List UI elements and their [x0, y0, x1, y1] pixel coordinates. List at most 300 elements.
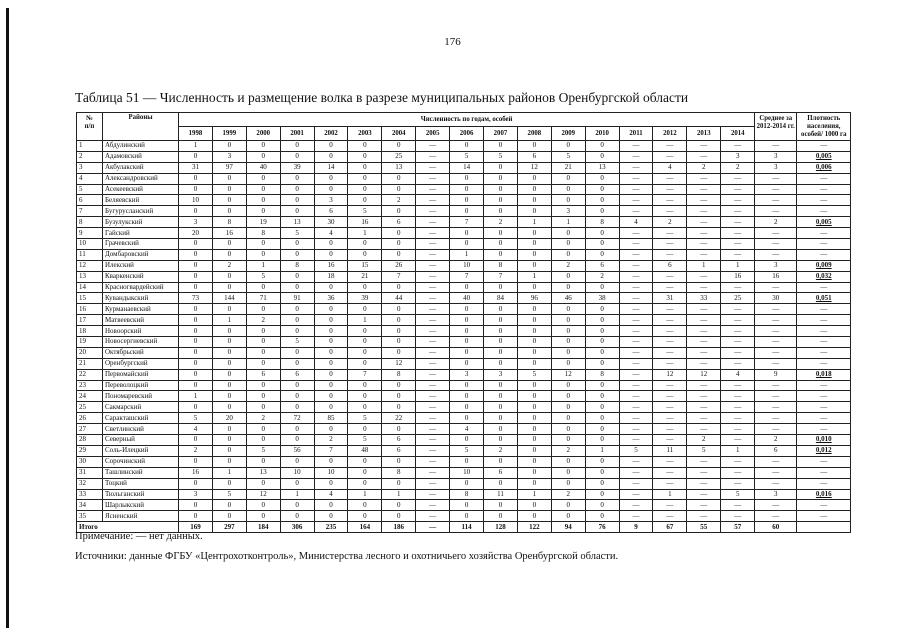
year-value: 0 — [484, 391, 518, 402]
year-value: — — [619, 478, 653, 489]
year-value: 5 — [348, 435, 382, 446]
year-value: 0 — [484, 282, 518, 293]
year-value: 0 — [450, 478, 484, 489]
year-value: 5 — [517, 369, 551, 380]
year-value: 3 — [314, 195, 348, 206]
year-value: 0 — [551, 304, 585, 315]
year-value: — — [653, 347, 687, 358]
year-value: 0 — [450, 282, 484, 293]
year-value: 5 — [246, 271, 280, 282]
year-value: 0 — [246, 511, 280, 522]
year-value: 0 — [484, 478, 518, 489]
year-value: 0 — [450, 500, 484, 511]
year-value: — — [416, 326, 450, 337]
year-value: 0 — [585, 489, 619, 500]
district-name: Александровский — [103, 173, 179, 184]
year-value: 0 — [246, 249, 280, 260]
year-value: 0 — [517, 424, 551, 435]
year-value: 0 — [348, 402, 382, 413]
district-name: Светлинский — [103, 424, 179, 435]
year-value: 1 — [280, 489, 314, 500]
year-value: 31 — [653, 293, 687, 304]
density-value: 0,018 — [797, 369, 851, 380]
year-value: 0 — [212, 184, 246, 195]
year-value: 0 — [212, 456, 246, 467]
year-value: — — [619, 358, 653, 369]
year-value: 0 — [484, 358, 518, 369]
density-value: — — [797, 424, 851, 435]
year-value: 0 — [280, 141, 314, 152]
density-value: — — [797, 249, 851, 260]
row-number: 13 — [77, 271, 103, 282]
year-value: 0 — [280, 380, 314, 391]
year-value: 0 — [212, 358, 246, 369]
total-year-value: 164 — [348, 522, 382, 533]
year-value: 0 — [585, 500, 619, 511]
row-number: 29 — [77, 445, 103, 456]
average-value: 30 — [755, 293, 797, 304]
year-value: 0 — [348, 239, 382, 250]
year-value: — — [653, 326, 687, 337]
header-year: 2005 — [416, 127, 450, 141]
year-value: 0 — [314, 304, 348, 315]
year-value: — — [619, 326, 653, 337]
year-value: — — [619, 369, 653, 380]
year-value: 0 — [382, 228, 416, 239]
year-value: 0 — [212, 249, 246, 260]
district-name: Беляевский — [103, 195, 179, 206]
year-value: — — [687, 228, 721, 239]
year-value: 1 — [382, 489, 416, 500]
year-value: 0 — [382, 424, 416, 435]
year-value: 0 — [450, 228, 484, 239]
total-year-value: 94 — [551, 522, 585, 533]
year-value: — — [653, 413, 687, 424]
year-value: 0 — [246, 358, 280, 369]
year-value: 0 — [280, 347, 314, 358]
year-value: 0 — [551, 402, 585, 413]
year-value: 0 — [348, 467, 382, 478]
year-value: 0 — [382, 282, 416, 293]
year-value: 44 — [382, 293, 416, 304]
year-value: 96 — [517, 293, 551, 304]
row-number: 19 — [77, 337, 103, 348]
year-value: 1 — [246, 260, 280, 271]
year-value: — — [721, 173, 755, 184]
year-value: 0 — [551, 337, 585, 348]
year-value: 8 — [212, 217, 246, 228]
year-value: 0 — [382, 315, 416, 326]
year-value: 2 — [246, 315, 280, 326]
year-value: — — [687, 141, 721, 152]
year-value: 0 — [179, 435, 213, 446]
table-row — [77, 206, 851, 217]
year-value: 0 — [382, 249, 416, 260]
year-value: 25 — [382, 151, 416, 162]
row-number: 32 — [77, 478, 103, 489]
year-value: — — [416, 249, 450, 260]
year-value: 0 — [314, 326, 348, 337]
average-value: 2 — [755, 217, 797, 228]
year-value: 0 — [246, 151, 280, 162]
year-value: 0 — [551, 282, 585, 293]
average-value: — — [755, 402, 797, 413]
year-value: 2 — [484, 445, 518, 456]
year-value: 0 — [179, 369, 213, 380]
district-name: Первомайский — [103, 369, 179, 380]
district-name: Новосергиевский — [103, 337, 179, 348]
year-value: 0 — [314, 173, 348, 184]
year-value: 0 — [382, 500, 416, 511]
row-number: 34 — [77, 500, 103, 511]
year-value: — — [653, 500, 687, 511]
year-value: — — [416, 369, 450, 380]
year-value: 0 — [280, 304, 314, 315]
year-value: 1 — [585, 445, 619, 456]
year-value: 0 — [585, 173, 619, 184]
year-value: 0 — [280, 424, 314, 435]
year-value: 0 — [450, 141, 484, 152]
year-value: 18 — [314, 271, 348, 282]
density-value: — — [797, 456, 851, 467]
year-value: 7 — [348, 369, 382, 380]
density-value: — — [797, 402, 851, 413]
year-value: 31 — [179, 162, 213, 173]
year-value: — — [687, 151, 721, 162]
header-year: 2001 — [280, 127, 314, 141]
year-value: — — [721, 249, 755, 260]
year-value: 0 — [246, 173, 280, 184]
district-name: Илекский — [103, 260, 179, 271]
year-value: — — [619, 184, 653, 195]
year-value: — — [416, 413, 450, 424]
row-number: 35 — [77, 511, 103, 522]
year-value: 0 — [450, 402, 484, 413]
average-value: — — [755, 478, 797, 489]
year-value: 0 — [348, 326, 382, 337]
density-value: 0,051 — [797, 293, 851, 304]
table-row — [77, 467, 851, 478]
year-value: 0 — [314, 456, 348, 467]
year-value: 3 — [551, 206, 585, 217]
year-value: 0 — [382, 326, 416, 337]
year-value: 0 — [585, 195, 619, 206]
year-value: 0 — [212, 239, 246, 250]
year-value: 0 — [348, 391, 382, 402]
year-value: 4 — [653, 162, 687, 173]
density-value: — — [797, 511, 851, 522]
year-value: 0 — [179, 151, 213, 162]
table-row — [77, 260, 851, 271]
year-value: — — [653, 228, 687, 239]
year-value: 0 — [179, 249, 213, 260]
year-value: 0 — [280, 435, 314, 446]
density-value: — — [797, 282, 851, 293]
year-value: 6 — [585, 260, 619, 271]
year-value: — — [416, 195, 450, 206]
year-value: 0 — [212, 304, 246, 315]
year-value: 6 — [382, 445, 416, 456]
year-value: — — [619, 467, 653, 478]
year-value: 0 — [517, 413, 551, 424]
year-value: 0 — [212, 424, 246, 435]
year-value: — — [721, 347, 755, 358]
year-value: 0 — [348, 184, 382, 195]
year-value: 0 — [280, 195, 314, 206]
district-name: Кувандыкский — [103, 293, 179, 304]
density-value: — — [797, 347, 851, 358]
table-title: Таблица 51 — Численность и размещение волка в разрезе муниципальных районов Оренбургской области — [75, 90, 689, 105]
year-value: 0 — [585, 315, 619, 326]
year-value: — — [619, 271, 653, 282]
year-value: 0 — [484, 326, 518, 337]
year-value: 0 — [517, 467, 551, 478]
year-value: 0 — [246, 282, 280, 293]
year-value: 0 — [517, 141, 551, 152]
table-row — [77, 402, 851, 413]
year-value: 8 — [382, 467, 416, 478]
year-value: 8 — [585, 217, 619, 228]
district-name: Кваркенский — [103, 271, 179, 282]
average-value: 9 — [755, 369, 797, 380]
header-year: 2014 — [721, 127, 755, 141]
district-name: Грачевский — [103, 239, 179, 250]
year-value: 0 — [280, 478, 314, 489]
year-value: 6 — [314, 206, 348, 217]
year-value: 0 — [382, 141, 416, 152]
year-value: — — [416, 511, 450, 522]
year-value: 20 — [179, 228, 213, 239]
year-value: 0 — [551, 141, 585, 152]
year-value: 0 — [450, 326, 484, 337]
year-value: 1 — [517, 489, 551, 500]
year-value: 21 — [348, 271, 382, 282]
year-value: 13 — [246, 467, 280, 478]
year-value: 0 — [551, 239, 585, 250]
table-row — [77, 435, 851, 446]
total-year-value: 169 — [179, 522, 213, 533]
year-value: — — [721, 326, 755, 337]
average-value: — — [755, 467, 797, 478]
total-year-value: 67 — [653, 522, 687, 533]
year-value: — — [619, 337, 653, 348]
year-value: — — [721, 478, 755, 489]
total-year-value: 122 — [517, 522, 551, 533]
year-value: — — [653, 195, 687, 206]
year-value: — — [721, 141, 755, 152]
year-value: 16 — [348, 217, 382, 228]
year-value: 0 — [212, 173, 246, 184]
year-value: 0 — [179, 184, 213, 195]
year-value: 0 — [585, 304, 619, 315]
year-value: 5 — [619, 445, 653, 456]
year-value: — — [687, 413, 721, 424]
year-value: 5 — [246, 445, 280, 456]
year-value: 0 — [517, 326, 551, 337]
year-value: 0 — [246, 456, 280, 467]
average-value: — — [755, 173, 797, 184]
district-name: Красногвардейский — [103, 282, 179, 293]
year-value: — — [416, 162, 450, 173]
year-value: 0 — [382, 184, 416, 195]
row-number: 31 — [77, 467, 103, 478]
year-value: 1 — [212, 315, 246, 326]
year-value: 12 — [687, 369, 721, 380]
year-value: 0 — [450, 391, 484, 402]
year-value: 0 — [517, 435, 551, 446]
row-number: 20 — [77, 347, 103, 358]
year-value: — — [416, 337, 450, 348]
row-number: 22 — [77, 369, 103, 380]
year-value: — — [619, 500, 653, 511]
year-value: 0 — [348, 162, 382, 173]
year-value: 0 — [280, 206, 314, 217]
density-value: — — [797, 358, 851, 369]
year-value: — — [619, 511, 653, 522]
table-row — [77, 369, 851, 380]
year-value: 0 — [551, 326, 585, 337]
year-value: 8 — [585, 369, 619, 380]
density-value: 0,005 — [797, 217, 851, 228]
year-value: 0 — [551, 347, 585, 358]
row-number: 16 — [77, 304, 103, 315]
year-value: 0 — [585, 478, 619, 489]
year-value: 16 — [212, 228, 246, 239]
year-value: 0 — [179, 380, 213, 391]
header-year: 2004 — [382, 127, 416, 141]
year-value: 7 — [450, 217, 484, 228]
year-value: 0 — [212, 402, 246, 413]
year-value: 3 — [450, 369, 484, 380]
year-value: 0 — [280, 249, 314, 260]
year-value: — — [687, 304, 721, 315]
year-value: — — [619, 239, 653, 250]
year-value: 0 — [212, 391, 246, 402]
year-value: 15 — [348, 260, 382, 271]
district-name: Бузулукский — [103, 217, 179, 228]
table-row — [77, 217, 851, 228]
year-value: 0 — [450, 358, 484, 369]
year-value: 0 — [450, 456, 484, 467]
year-value: 1 — [653, 489, 687, 500]
year-value: 71 — [246, 293, 280, 304]
year-value: 0 — [280, 173, 314, 184]
year-value: 2 — [687, 435, 721, 446]
year-value: — — [416, 228, 450, 239]
year-value: — — [687, 467, 721, 478]
year-value: — — [619, 456, 653, 467]
year-value: 3 — [179, 489, 213, 500]
year-value: 0 — [517, 456, 551, 467]
year-value: — — [416, 467, 450, 478]
district-name: Сорочинский — [103, 456, 179, 467]
year-value: 0 — [484, 304, 518, 315]
year-value: 0 — [382, 380, 416, 391]
year-value: 5 — [551, 151, 585, 162]
district-name: Шарлыкский — [103, 500, 179, 511]
total-year-value: 9 — [619, 522, 653, 533]
year-value: 33 — [687, 293, 721, 304]
row-number: 28 — [77, 435, 103, 446]
year-value: — — [721, 380, 755, 391]
year-value: 0 — [484, 511, 518, 522]
total-year-value: 128 — [484, 522, 518, 533]
year-value: 0 — [348, 500, 382, 511]
year-value: — — [687, 337, 721, 348]
year-value: — — [416, 293, 450, 304]
year-value: 0 — [585, 326, 619, 337]
average-value: — — [755, 456, 797, 467]
row-number: 3 — [77, 162, 103, 173]
year-value: 1 — [348, 228, 382, 239]
year-value: 2 — [551, 489, 585, 500]
year-value: 0 — [212, 206, 246, 217]
year-value: — — [619, 173, 653, 184]
year-value: 0 — [517, 260, 551, 271]
year-value: 1 — [551, 217, 585, 228]
year-value: 0 — [585, 141, 619, 152]
year-value: 1 — [517, 271, 551, 282]
year-value: 0 — [551, 271, 585, 282]
year-value: 0 — [246, 141, 280, 152]
year-value: 0 — [179, 260, 213, 271]
year-value: — — [653, 456, 687, 467]
year-value: 0 — [280, 511, 314, 522]
total-year-value: 186 — [382, 522, 416, 533]
table-row — [77, 500, 851, 511]
year-value: 5 — [280, 337, 314, 348]
average-value: — — [755, 326, 797, 337]
year-value: 0 — [314, 511, 348, 522]
year-value: 19 — [246, 217, 280, 228]
header-year: 2007 — [484, 127, 518, 141]
year-value: 13 — [280, 217, 314, 228]
average-value: 3 — [755, 162, 797, 173]
year-value: — — [416, 141, 450, 152]
year-value: 0 — [517, 228, 551, 239]
year-value: 12 — [382, 358, 416, 369]
year-value: 0 — [517, 173, 551, 184]
table-row — [77, 304, 851, 315]
year-value: — — [653, 478, 687, 489]
year-value: 0 — [517, 347, 551, 358]
year-value: 72 — [280, 413, 314, 424]
year-value: — — [653, 424, 687, 435]
average-value: — — [755, 391, 797, 402]
year-value: 0 — [450, 511, 484, 522]
year-value: 0 — [551, 413, 585, 424]
year-value: — — [687, 391, 721, 402]
average-value: — — [755, 141, 797, 152]
year-value: — — [619, 347, 653, 358]
density-value: — — [797, 304, 851, 315]
year-value: — — [653, 511, 687, 522]
year-value: 0 — [314, 239, 348, 250]
year-value: — — [653, 239, 687, 250]
row-number: 25 — [77, 402, 103, 413]
total-average: 60 — [755, 522, 797, 533]
year-value: 4 — [619, 217, 653, 228]
density-value: — — [797, 184, 851, 195]
year-value: 0 — [348, 478, 382, 489]
district-name: Домбаровский — [103, 249, 179, 260]
average-value: — — [755, 195, 797, 206]
year-value: — — [653, 206, 687, 217]
year-value: 0 — [348, 249, 382, 260]
year-value: — — [687, 456, 721, 467]
table-row — [77, 315, 851, 326]
year-value: 0 — [314, 315, 348, 326]
